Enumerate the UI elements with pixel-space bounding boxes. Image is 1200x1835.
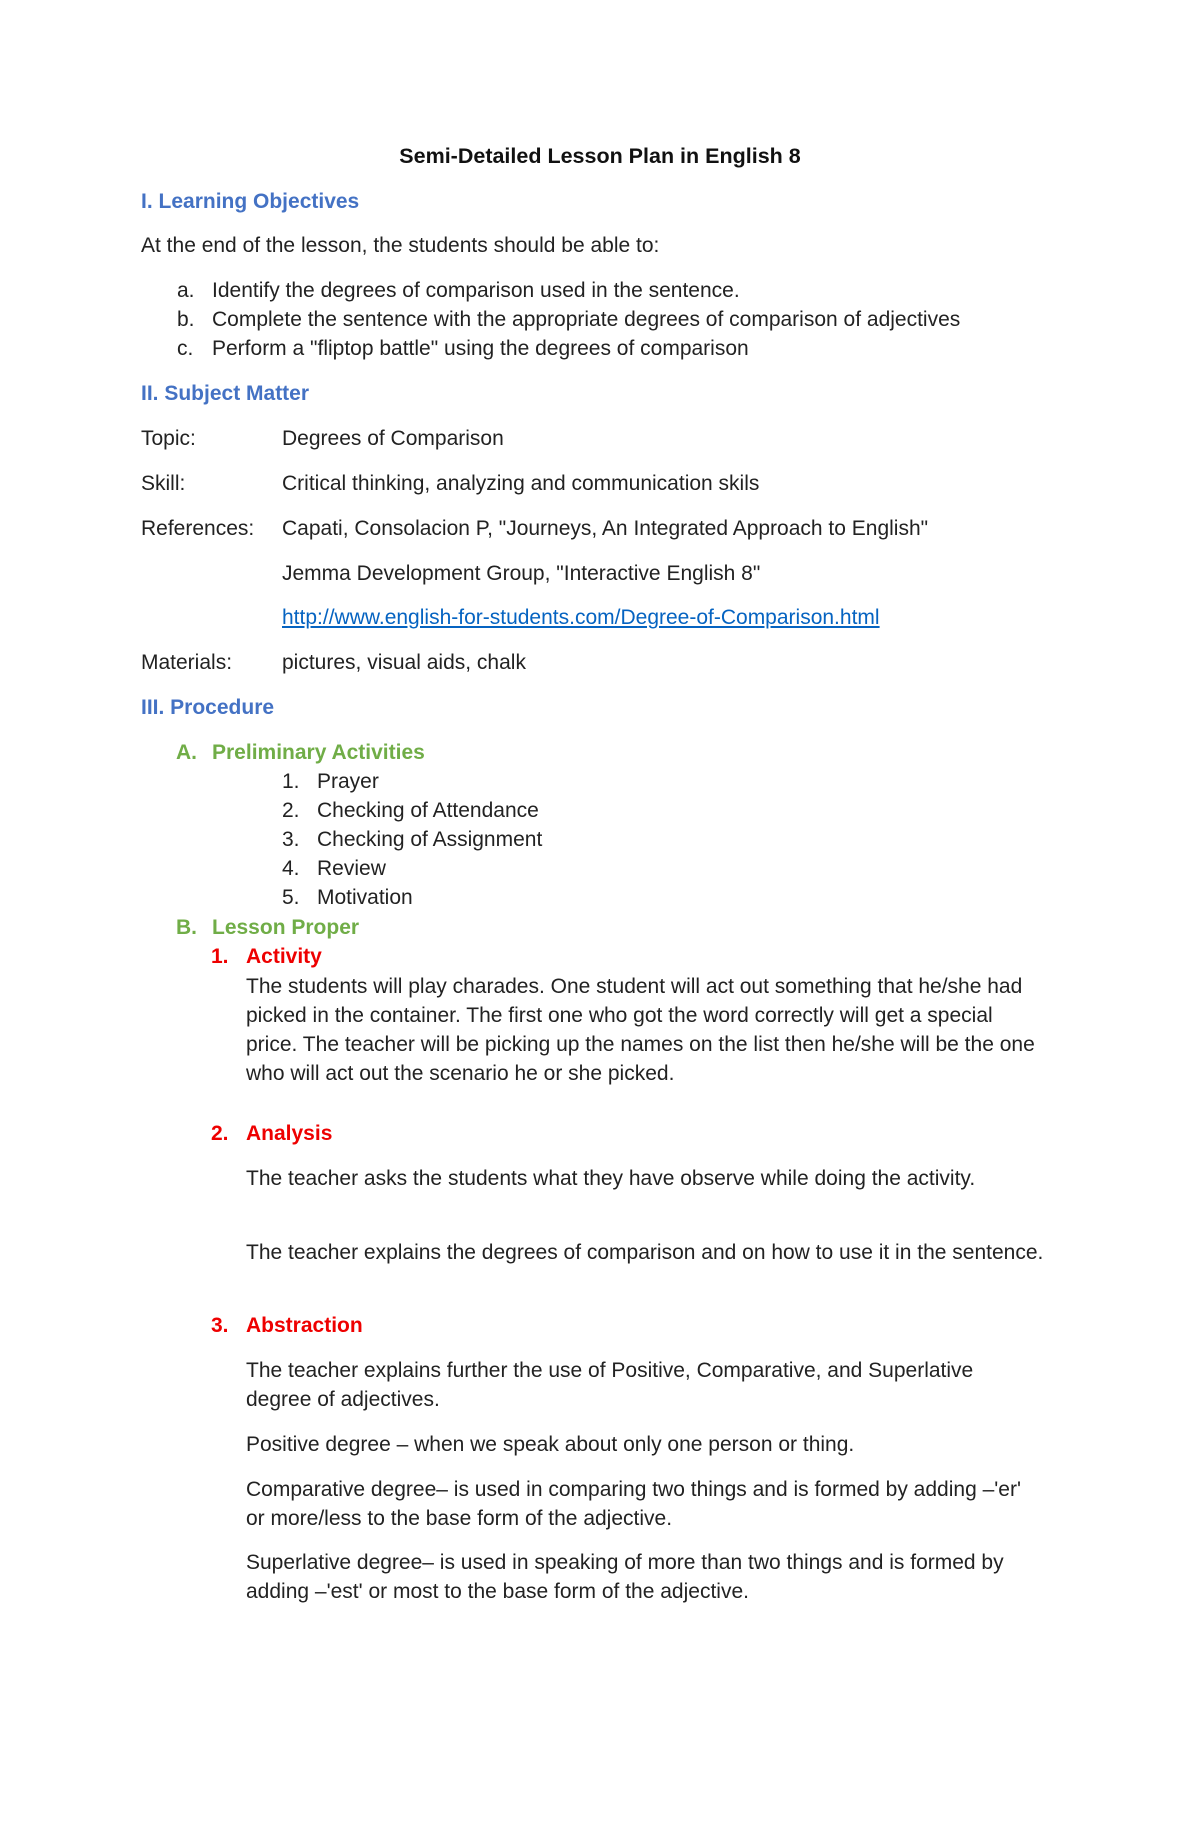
analysis-heading: Analysis xyxy=(246,1122,333,1145)
objective-marker: a. xyxy=(177,279,195,302)
abstraction-paragraph: The teacher explains further the use of Positive, Comparative, and Superlative degree of adjectives. xyxy=(246,1359,974,1411)
preliminary-item: Checking of Assignment xyxy=(317,828,543,851)
materials-value: pictures, visual aids, chalk xyxy=(282,651,526,674)
preliminary-heading: Preliminary Activities xyxy=(212,741,425,764)
topic-value: Degrees of Comparison xyxy=(282,427,504,450)
activity-marker: 1. xyxy=(211,945,229,968)
lesson-proper-marker: B. xyxy=(176,916,197,939)
objectives-heading: I. Learning Objectives xyxy=(141,190,360,213)
preliminary-marker: 3. xyxy=(282,828,300,851)
activity-heading: Activity xyxy=(246,945,322,968)
reference-item: Capati, Consolacion P, "Journeys, An Integrated Approach to English" xyxy=(282,517,929,540)
preliminary-marker: 5. xyxy=(282,886,300,909)
preliminary-item: Review xyxy=(317,857,386,880)
references-label: References: xyxy=(141,517,255,540)
analysis-marker: 2. xyxy=(211,1122,229,1145)
abstraction-paragraph: Superlative degree– is used in speaking of more than two things and is formed by adding –'est' or most to the base form of the adjective. xyxy=(246,1551,1004,1603)
abstraction-paragraph: Comparative degree– is used in comparing two things and is formed by adding –'er' or more/less to the base form of the adjective. xyxy=(246,1478,1021,1530)
objective-marker: b. xyxy=(177,308,195,331)
analysis-paragraph: The teacher explains the degrees of comparison and on how to use it in the sentence. xyxy=(246,1241,1044,1264)
preliminary-marker: 1. xyxy=(282,770,300,793)
objective-item: Complete the sentence with the appropriate degrees of comparison of adjectives xyxy=(212,308,961,331)
preliminary-item: Motivation xyxy=(317,886,413,909)
abstraction-marker: 3. xyxy=(211,1314,229,1337)
preliminary-item: Checking of Attendance xyxy=(317,799,539,822)
page-title: Semi-Detailed Lesson Plan in English 8 xyxy=(399,144,801,168)
objective-item: Perform a "fliptop battle" using the degrees of comparison xyxy=(212,337,749,360)
procedure-heading: III. Procedure xyxy=(141,696,275,719)
reference-item: Jemma Development Group, "Interactive English 8" xyxy=(282,562,761,585)
preliminary-marker: 2. xyxy=(282,799,300,822)
lesson-proper-heading: Lesson Proper xyxy=(212,916,360,939)
preliminary-item: Prayer xyxy=(317,770,379,793)
reference-link[interactable]: http://www.english-for-students.com/Degree-of-Comparison.html xyxy=(282,606,880,629)
abstraction-paragraph: Positive degree – when we speak about only one person or thing. xyxy=(246,1433,855,1456)
subject-heading: II. Subject Matter xyxy=(141,382,310,405)
topic-label: Topic: xyxy=(141,427,196,450)
materials-label: Materials: xyxy=(141,651,233,674)
preliminary-marker: 4. xyxy=(282,857,300,880)
activity-text: The students will play charades. One student will act out something that he/she had picked in the container. The first one who got the word correctly will get a special price. The teacher will be picking up the names on the list then he/she will be the one who will act out the scenario he or she picked. xyxy=(246,975,1035,1085)
objectives-intro: At the end of the lesson, the students should be able to: xyxy=(141,234,660,257)
skill-value: Critical thinking, analyzing and communication skils xyxy=(282,472,760,495)
skill-label: Skill: xyxy=(141,472,186,495)
objective-marker: c. xyxy=(177,337,194,360)
abstraction-heading: Abstraction xyxy=(246,1314,363,1337)
analysis-paragraph: The teacher asks the students what they have observe while doing the activity. xyxy=(246,1167,976,1190)
preliminary-marker: A. xyxy=(176,741,197,764)
objective-item: Identify the degrees of comparison used in the sentence. xyxy=(212,279,740,302)
